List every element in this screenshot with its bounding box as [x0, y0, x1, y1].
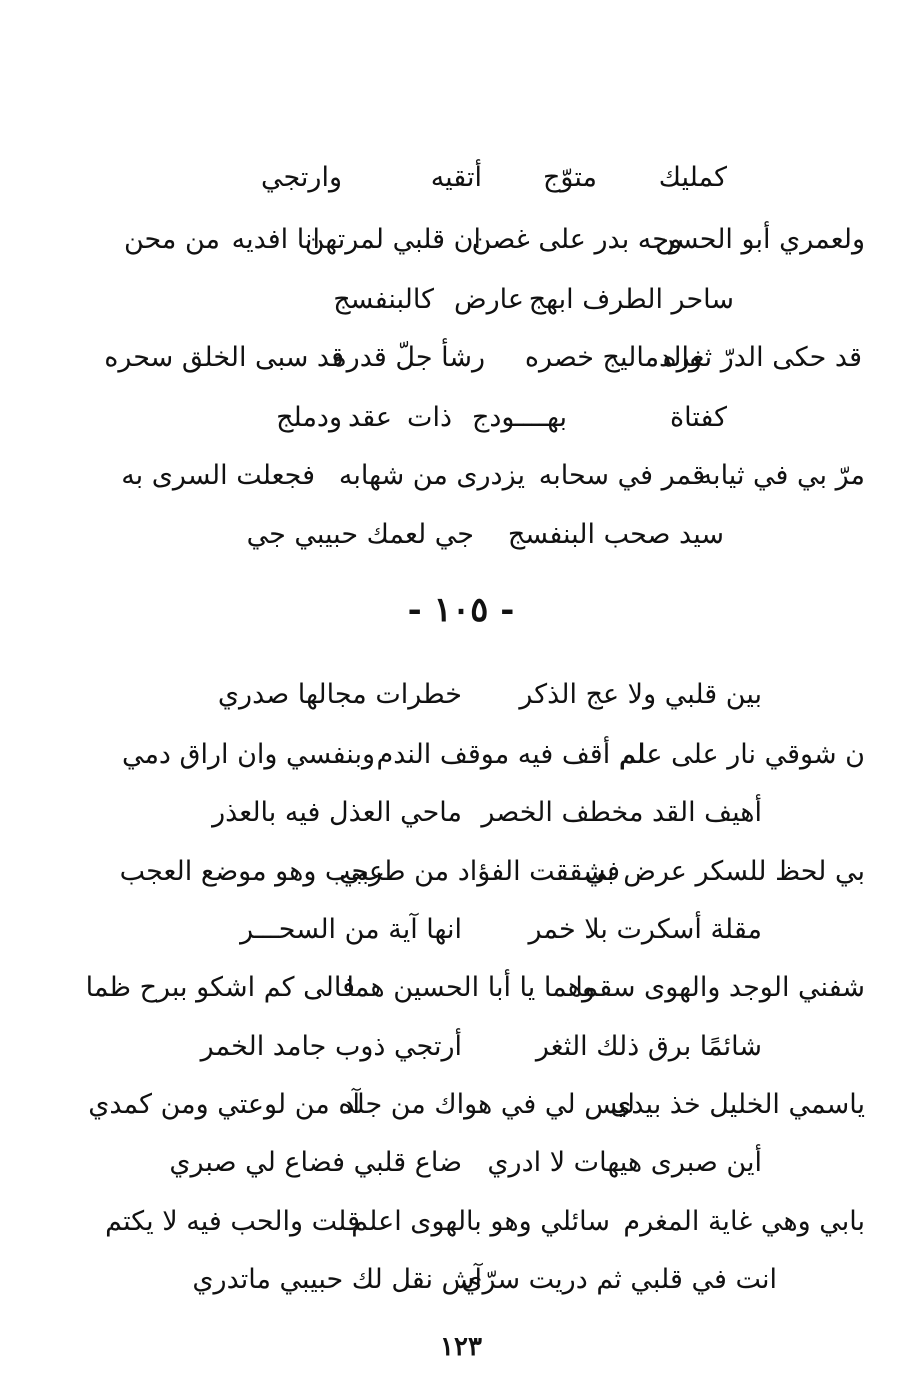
verse-segment: أهيف القد مخطف الخصر: [481, 797, 762, 828]
verse-segment: رشأ جلّ قدره: [332, 342, 485, 373]
verse-segment: متوّج: [543, 162, 597, 193]
verse-segment: ضاع قلبي فضاع لي صبري: [169, 1147, 462, 1178]
verse-segment: كالبنفسج: [333, 284, 434, 315]
verse-segment: قمر في سحابه: [538, 460, 705, 491]
verse-segment: لم أقف فيه موقف الندم: [376, 739, 645, 770]
verse-segment: انت في قلبي ثم دريت سرّي: [461, 1264, 777, 1295]
verse-segment: ماحي العذل فيه بالعذر: [212, 797, 462, 828]
verse-segment: بابي وهي غاية المغرم: [623, 1206, 865, 1237]
verse-segment: ن شوقي نار على علم: [619, 739, 865, 770]
verse-segment: بين قلبي ولا عج الذكر: [519, 679, 762, 710]
verse-segment: ذات: [407, 402, 452, 433]
page-number: ١٢٣: [440, 1332, 482, 1362]
verse-segment: شفني الوجد والهوى سقما: [575, 972, 865, 1003]
verse-segment: قد سبى الخلق سحره: [104, 342, 344, 373]
verse-segment: ان قلبي لمرتهن: [304, 224, 481, 255]
verse-segment: انا افديه: [231, 224, 320, 255]
verse-segment: عارض: [453, 284, 524, 315]
verse-segment: فالى كم اشكو ببرح ظما: [85, 972, 355, 1003]
verse-segment: مقلة أسكرت بلا خمر: [528, 914, 762, 945]
verse-segment: كفتاة: [669, 402, 727, 433]
verse-segment: ودملج: [276, 402, 342, 433]
verse-segment: انها آية من السحـــر: [240, 914, 462, 945]
verse-segment: وبنفسي وان اراق دمي: [121, 739, 375, 770]
verse-segment: كمليك: [658, 162, 727, 193]
verse-segment: ساحر الطرف ابهج: [528, 284, 734, 315]
verse-segment: وهما يا أبا الحسين هما: [346, 972, 595, 1003]
verse-segment: عجب وهو موضع العجب: [119, 856, 385, 887]
verse-segment: شائمًا برق ذلك الثغر: [535, 1031, 762, 1062]
verse-segment: أين صبرى هيهات لا ادري: [487, 1147, 762, 1178]
verse-segment: قد حكى الدرّ ثغره: [662, 342, 862, 373]
verse-segment: جي لعمك حبيبي جي: [246, 519, 474, 550]
verse-segment: سائلي وهو بالهوى اعلم: [351, 1206, 610, 1237]
verse-segment: آش نقل لك حبيبي ماتدري: [192, 1264, 482, 1295]
verse-segment: ياسمي الخليل خذ بيدى: [610, 1089, 865, 1120]
verse-segment: وجه بدر على غصن: [471, 224, 682, 255]
verse-segment: بي لحظ للسكر عرض بي: [584, 856, 865, 887]
verse-segment: وارتجي: [260, 162, 342, 193]
verse-segment: قلت والحب فيه لا يكتم: [105, 1206, 360, 1237]
verse-segment: أرتجي ذوب جامد الخمر: [200, 1031, 462, 1062]
verse-segment: فشققت الفؤاد من طربي: [339, 856, 620, 887]
verse-segment: بهــــودج: [471, 402, 567, 433]
verse-segment: من محن: [123, 224, 220, 255]
verse-segment: والدماليج خصره: [524, 342, 702, 373]
verse-segment: عقد: [348, 402, 392, 433]
verse-segment: ولعمري أبو الحسن: [655, 224, 865, 255]
verse-segment: مرّ بي في ثيابه: [698, 460, 865, 491]
verse-segment: أتقيه: [430, 162, 482, 193]
verse-segment: سيد صحب البنفسج: [507, 519, 724, 550]
verse-segment: فجعلت السرى به: [121, 460, 315, 491]
verse-segment: آه من لوعتي ومن كمدي: [88, 1089, 360, 1120]
verse-segment: خطرات مجالها صدري: [217, 679, 462, 710]
verse-segment: ليس لي في هواك من جلد: [342, 1089, 635, 1120]
section-number: - ١٠٥ -: [407, 590, 515, 630]
verse-segment: يزدرى من شهابه: [338, 460, 525, 491]
